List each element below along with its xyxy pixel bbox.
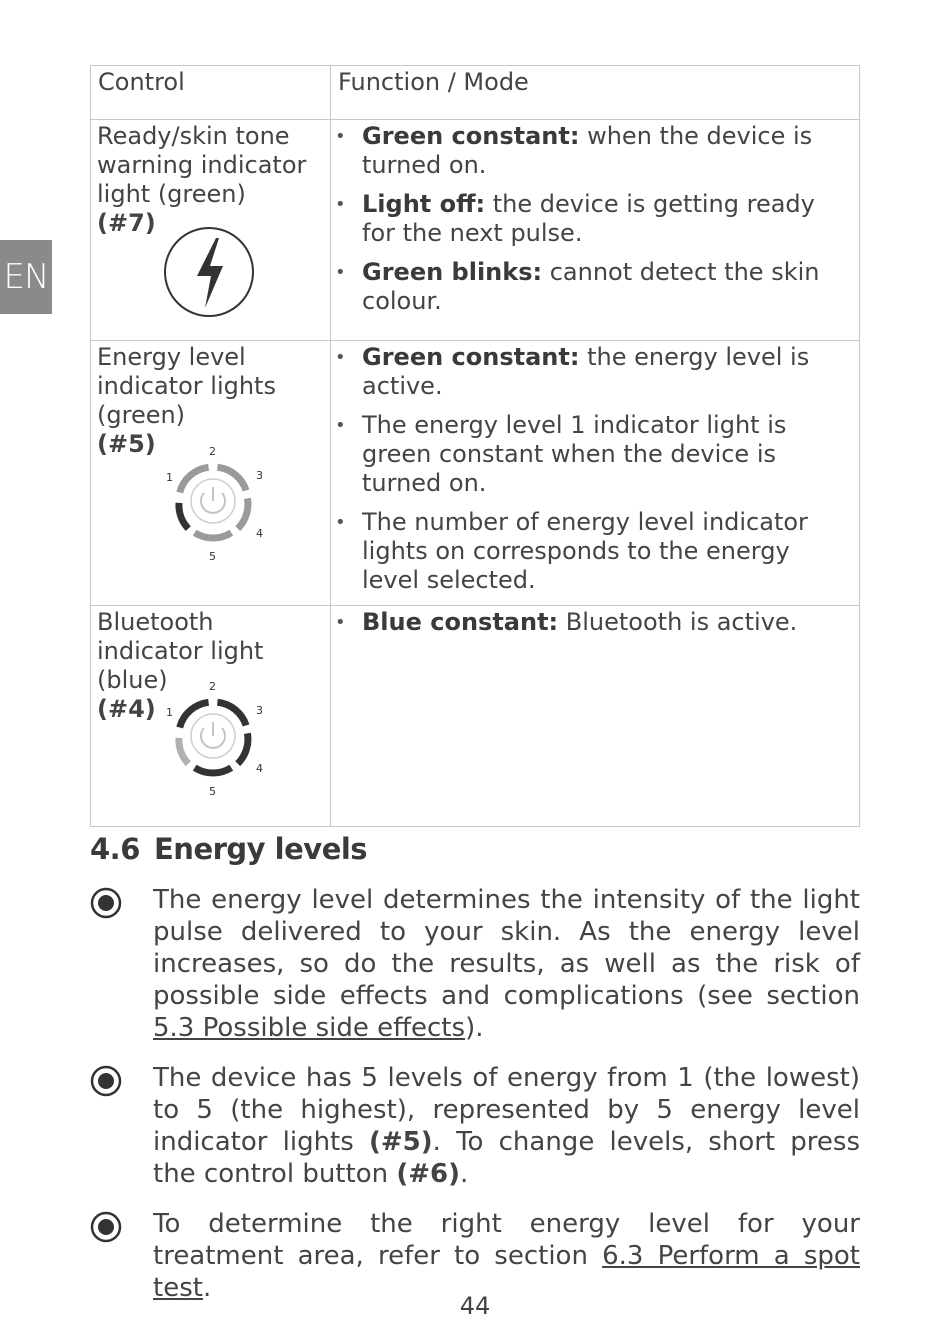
table-header-row [91,66,860,120]
list-item: • Blue constant: Bluetooth is active. [331,608,853,637]
ring-label: 2 [209,445,216,458]
control-name: Bluetooth indicator light (blue) [97,608,264,694]
control-ref: (#4) [97,695,156,723]
table-row [91,120,860,341]
section-title-text: Energy levels [154,832,368,866]
paragraph: The energy level determines the intensity of the light pulse delivered to your skin. As the energy level increases, so do the results, as well as the risk of possible side effects and complications (see section 5.3 Possible side effects). [90,884,860,1044]
lightning-bolt-icon [161,224,257,320]
ring-label: 3 [256,469,263,482]
section-title [90,832,860,866]
header-control: Control [91,66,331,120]
list-item: • Green blinks: cannot detect the skin colour. [331,258,853,316]
control-cell [91,120,331,341]
table-row [91,606,860,827]
header-function: Function / Mode [331,66,860,120]
function-cell [331,606,860,827]
section-link[interactable]: 5.3 Possible side effects [153,1013,466,1043]
bullet-target-icon [90,1065,122,1097]
ring-label: 2 [209,680,216,693]
control-cell [91,341,331,606]
ring-label: 5 [209,785,216,798]
function-cell [331,341,860,606]
paragraph: The device has 5 levels of energy from 1 (the lowest) to 5 (the highest), represented by 5 energy level indicator lights (#5). To change levels, short press the control button (#6). [90,1062,860,1190]
list-item: • Green constant: when the device is turned on. [331,122,853,180]
ring-label: 1 [166,471,173,484]
bullet-target-icon [90,887,122,919]
ring-label: 4 [256,527,263,540]
control-name: Ready/skin tone warning indicator light (green) [97,122,307,208]
control-ref: (#7) [97,209,156,237]
control-ref: (#5) [97,430,156,458]
bullet-target-icon [90,1211,122,1243]
ring-label: 4 [256,762,263,775]
energy-levels-section [90,832,860,1322]
page-number: 44 [459,1292,491,1320]
control-name: Energy level indicator lights (green) [97,343,276,429]
list-item: • Green constant: the energy level is active. [331,343,853,401]
list-item: • Light off: the device is getting ready for the next pulse. [331,190,853,248]
control-cell [91,606,331,827]
energy-level-ring-icon [153,445,273,567]
paragraph: To determine the right energy level for your treatment area, refer to section 6.3 Perform a spot test. [90,1208,860,1304]
control-table [90,65,860,827]
list-item: • The energy level 1 indicator light is green constant when the device is turned on. [331,411,853,498]
ring-label: 3 [256,704,263,717]
language-tab: EN [0,240,52,314]
bluetooth-ring-icon [153,680,273,802]
section-link[interactable]: 6.3 Perform a spot test [153,1241,860,1303]
function-cell [331,120,860,341]
section-number: 4.6 [90,832,140,866]
table-row [91,341,860,606]
ring-label: 5 [209,550,216,563]
list-item: • The number of energy level indicator lights on corresponds to the energy level selected. [331,508,853,595]
ring-label: 1 [166,706,173,719]
